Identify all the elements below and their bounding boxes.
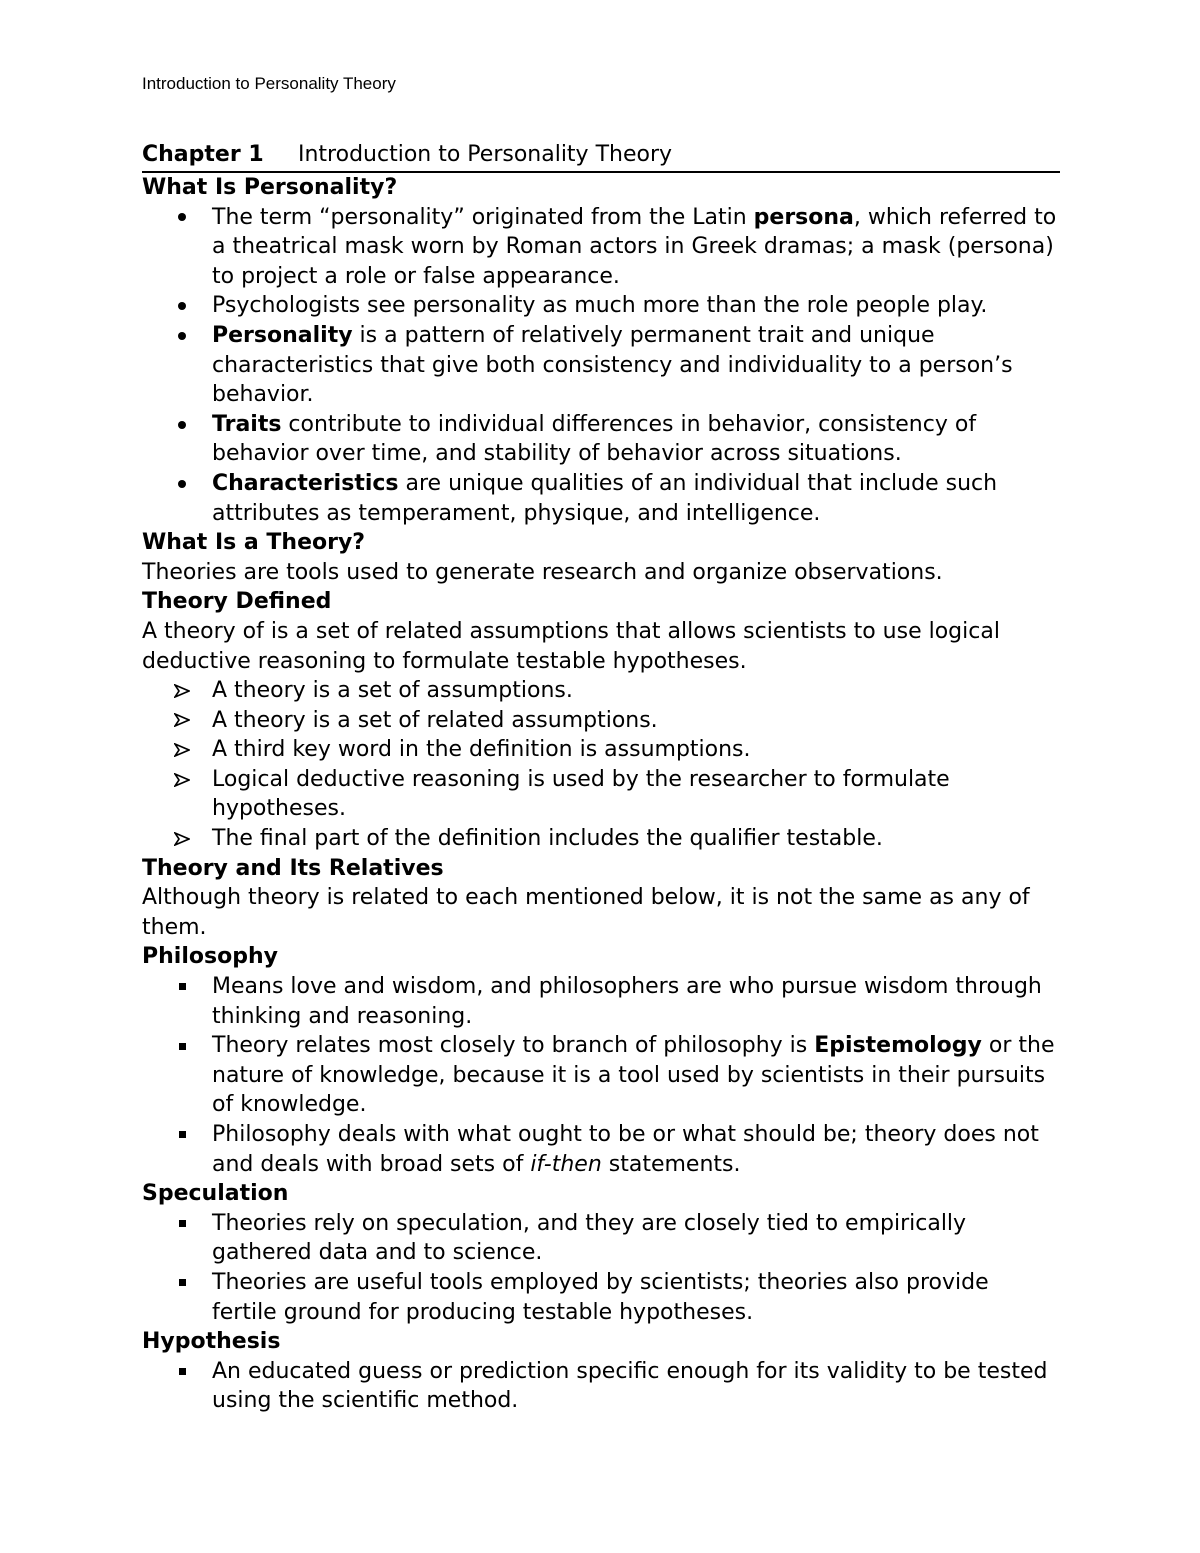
relatives-paragraph: Although theory is related to each mentioned below, it is not the same as any of them. xyxy=(142,885,1030,940)
section-heading-hypothesis: Hypothesis xyxy=(142,1329,281,1355)
philosophy-list xyxy=(142,972,1060,1179)
personality-list xyxy=(142,203,1060,529)
list-item: Theories are useful tools employed by scientists; theories also provide fertile ground for producing testable hypotheses. xyxy=(142,1268,1060,1327)
running-header: Introduction to Personality Theory xyxy=(142,74,396,93)
arrowhead-bullet-icon xyxy=(170,735,194,765)
square-bullet-icon xyxy=(170,1357,194,1387)
arrowhead-bullet-icon xyxy=(170,676,194,706)
bullet-dot-icon xyxy=(170,469,194,499)
list-item: Characteristics are unique qualities of an individual that include such attributes as temperament, physique, and intelligence. xyxy=(142,469,1060,528)
square-bullet-icon xyxy=(170,972,194,1002)
list-item: Philosophy deals with what ought to be or what should be; theory does not and deals with broad sets of if-then statements. xyxy=(142,1120,1060,1179)
bullet-dot-icon xyxy=(170,291,194,321)
theory-defined-paragraph: A theory of is a set of related assumptions that allows scientists to use logical deductive reasoning to formulate testable hypotheses. xyxy=(142,618,1000,674)
theory-defined-list xyxy=(142,676,1060,854)
list-item: A theory is a set of related assumptions. xyxy=(142,706,1060,736)
chapter-label: Chapter 1 xyxy=(142,142,264,167)
chapter-title: Introduction to Personality Theory xyxy=(298,142,673,167)
arrowhead-bullet-icon xyxy=(170,765,194,795)
list-item: Theory relates most closely to branch of philosophy is Epistemology or the nature of knowledge, because it is a tool used by scientists in their pursuits of knowledge. xyxy=(142,1031,1060,1120)
theory-paragraph: Theories are tools used to generate research and organize observations. xyxy=(142,559,943,585)
list-item: The final part of the definition includes the qualifier testable. xyxy=(142,824,1060,854)
square-bullet-icon xyxy=(170,1268,194,1298)
list-item: The term “personality” originated from the Latin persona, which referred to a theatrical mask worn by Roman actors in Greek dramas; a mask (persona) to project a role or false appearance. xyxy=(142,203,1060,292)
section-heading-philosophy: Philosophy xyxy=(142,944,278,970)
chapter-title-line xyxy=(142,140,1060,173)
list-item: Personality is a pattern of relatively permanent trait and unique characteristics that give both consistency and individuality to a person’s behavior. xyxy=(142,321,1060,410)
section-heading-relatives: Theory and Its Relatives xyxy=(142,855,444,881)
square-bullet-icon xyxy=(170,1120,194,1150)
list-item: Psychologists see personality as much more than the role people play. xyxy=(142,291,1060,321)
square-bullet-icon xyxy=(170,1031,194,1061)
list-item: An educated guess or prediction specific enough for its validity to be tested using the scientific method. xyxy=(142,1357,1060,1416)
bullet-dot-icon xyxy=(170,203,194,233)
square-bullet-icon xyxy=(170,1209,194,1239)
arrowhead-bullet-icon xyxy=(170,706,194,736)
list-item: A third key word in the definition is assumptions. xyxy=(142,735,1060,765)
document-body xyxy=(142,140,1060,1416)
section-heading-personality: What Is Personality? xyxy=(142,175,398,200)
list-item: Theories rely on speculation, and they are closely tied to empirically gathered data and to science. xyxy=(142,1209,1060,1268)
list-item: Means love and wisdom, and philosophers are who pursue wisdom through thinking and reasoning. xyxy=(142,972,1060,1031)
bullet-dot-icon xyxy=(170,321,194,351)
bullet-dot-icon xyxy=(170,410,194,440)
section-heading-theory: What Is a Theory? xyxy=(142,530,366,556)
list-item: A theory is a set of assumptions. xyxy=(142,676,1060,706)
hypothesis-list xyxy=(142,1357,1060,1416)
list-item: Logical deductive reasoning is used by the researcher to formulate hypotheses. xyxy=(142,765,1060,824)
list-item: Traits contribute to individual differences in behavior, consistency of behavior over time, and stability of behavior across situations. xyxy=(142,410,1060,469)
speculation-list xyxy=(142,1209,1060,1327)
arrowhead-bullet-icon xyxy=(170,824,194,854)
section-heading-theory-defined: Theory Defined xyxy=(142,589,332,615)
section-heading-speculation: Speculation xyxy=(142,1181,289,1207)
